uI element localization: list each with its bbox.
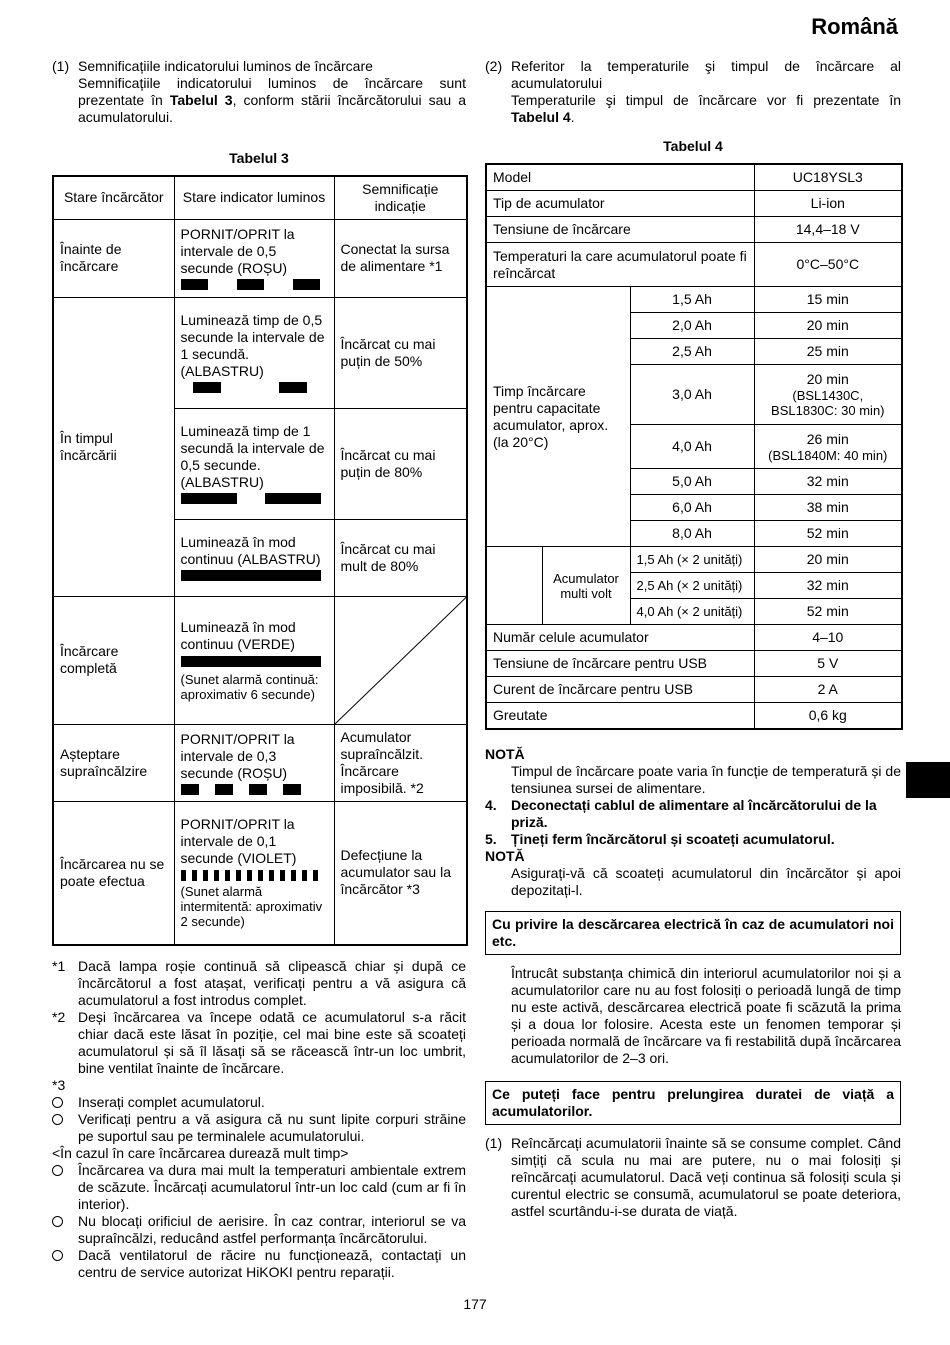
t4-cells-label: Număr celule acumulator <box>486 625 754 651</box>
table-3 <box>52 175 468 946</box>
t3-meaning-during-1: Încărcat cu mai puțin de 50% <box>334 297 467 408</box>
t4-model-value: UC18YSL3 <box>754 164 902 191</box>
t3-state-overheat: Așteptare supraîncălzire <box>53 724 174 801</box>
note-2-title: NOTĂ <box>485 848 525 864</box>
t4-multi-time: 52 min <box>754 599 902 625</box>
t4-time: 52 min <box>754 521 902 547</box>
t4-multi-time: 20 min <box>754 547 902 573</box>
check-item: Inserați complet acumulatorul. <box>52 1094 466 1111</box>
table-4 <box>485 163 903 730</box>
t4-temp-label: Temperaturi la care acumulatorul poate fi reîncărcat <box>486 243 754 287</box>
t3-meaning-overheat: Acumulator supraîncălzit. Încărcare imposibilă. *2 <box>334 724 467 801</box>
footnote-1: *1 Dacă lampa roșie continuă să clipească chiar și după ce încărcătorul a fost atașat, verificați pentru a vă asigura că acumulatorul a fost introdus complet. <box>52 958 466 1008</box>
t3-header-meaning: Semnificație indicație <box>334 176 467 219</box>
blink-pattern-blue-long <box>181 493 328 504</box>
t4-time: 25 min <box>754 339 902 365</box>
discharge-paragraph: Întrucât substanța chimică din interiorul acumulatorilor noi și a acumulatorilor care nu au fost folosiți o perioadă lungă de timp nu este activă, descărcarea electrică poate fi scăzută la prima și a doua lor folosire. Acesta este un fenomen temporar și perioada normală de încărcare va fi restabilită după încărcarea acumulatorilor de 2–3 ori. <box>511 965 901 1066</box>
t4-cap: 3,0 Ah <box>630 365 754 425</box>
t3-indicator-during-1: Luminează timp de 0,5 secunde la intervale de 1 secundă. (ALBASTRU) <box>174 297 334 408</box>
t4-cap: 1,5 Ah <box>630 287 754 313</box>
section-2 <box>485 58 901 126</box>
blink-pattern-red-fast <box>181 784 328 795</box>
t4-cap: 6,0 Ah <box>630 495 754 521</box>
circle-bullet-icon <box>52 1097 63 1108</box>
t3-header-state: Stare încărcător <box>53 176 174 219</box>
t4-usb-current-value: 2 A <box>754 677 902 703</box>
t3-indicator-during-2: Luminează timp de 1 secundă la intervale de 0,5 secunde. (ALBASTRU) <box>174 408 334 519</box>
circle-bullet-icon <box>52 1216 63 1227</box>
section-tab-marker <box>906 762 950 798</box>
table4-caption: Tabelul 4 <box>663 138 723 154</box>
circle-bullet-icon <box>52 1165 63 1176</box>
section-2-number: (2) <box>485 58 503 74</box>
right-column <box>485 58 901 1220</box>
t4-time: 20 min <box>754 313 902 339</box>
t4-voltage-label: Tensiune de încărcare <box>486 217 754 243</box>
t3-indicator-during-3: Luminează în mod continuu (ALBASTRU) <box>174 519 334 596</box>
blink-pattern-blue-short <box>181 382 328 393</box>
t4-time: 20 min (BSL1430C, BSL1830C: 30 min) <box>754 365 902 425</box>
t4-time: 32 min <box>754 469 902 495</box>
note-2 <box>485 848 901 899</box>
section-1-number: (1) <box>52 58 70 74</box>
t4-cap: 2,5 Ah <box>630 339 754 365</box>
t4-multi-cap: 2,5 Ah (× 2 unități) <box>630 573 754 599</box>
t3-meaning-complete-empty <box>334 596 467 724</box>
t3-meaning-fault: Defecțiune la acumulator sau la încărcător *3 <box>334 801 467 945</box>
note-1 <box>485 746 901 797</box>
t4-time: 15 min <box>754 287 902 313</box>
t4-cells-value: 4–10 <box>754 625 902 651</box>
check-item: Dacă ventilatorul de răcire nu funcționează, contactați un centru de service autorizat HiKOKI pentru reparații. <box>52 1247 466 1281</box>
section-2-title: Referitor la temperaturile şi timpul de încărcare al acumulatorului <box>511 58 901 91</box>
t4-temp-value: 0°C–50°C <box>754 243 902 287</box>
table3-caption: Tabelul 3 <box>229 150 289 166</box>
left-column <box>52 58 466 1281</box>
section-1-title: Semnificațiile indicatorului luminos de încărcare <box>78 58 373 74</box>
t4-multivolt-label: Acumulator multi volt <box>542 547 630 625</box>
long-charge-heading: <În cazul în care încărcarea durează mult timp> <box>52 1145 349 1161</box>
lifespan-item-1: (1) Reîncărcați acumulatorii înainte să se consume complet. Când simțiți că scula nu mai are putere, nu o mai folosiți și reîncărcați acumulatorul. Dacă veți continua să folosiți scula și curentul electric se consumă, acumulatorul se poate deteriora, astfel scurtându-i-se durata de viață. <box>485 1135 901 1219</box>
check-item: Încărcarea va dura mai mult la temperaturi ambientale extrem de scăzute. Încărcați acumulatorul într-un loc cald (cum ar fi în interior). <box>52 1162 466 1213</box>
light-pattern-blue-continuous <box>181 570 328 581</box>
t4-cap: 4,0 Ah <box>630 425 754 469</box>
t4-multi-cap: 4,0 Ah (× 2 unități) <box>630 599 754 625</box>
circle-bullet-icon <box>52 1114 63 1125</box>
t4-type-label: Tip de acumulator <box>486 191 754 217</box>
blink-pattern-red <box>181 279 328 290</box>
t4-type-value: Li-ion <box>754 191 902 217</box>
t4-cap: 8,0 Ah <box>630 521 754 547</box>
t4-usb-current-label: Curent de încărcare pentru USB <box>486 677 754 703</box>
language-heading: Română <box>811 14 898 39</box>
note-1-title: NOTĂ <box>485 746 525 762</box>
diagonal-line <box>335 597 467 724</box>
t4-cap: 5,0 Ah <box>630 469 754 495</box>
t3-header-indicator: Stare indicator luminos <box>174 176 334 219</box>
section-1 <box>52 58 466 126</box>
t3-indicator-before: PORNIT/OPRIT la intervale de 0,5 secunde (ROȘU) <box>174 219 334 297</box>
t3-meaning-before: Conectat la sursa de alimentare *1 <box>334 219 467 297</box>
t4-weight-value: 0,6 kg <box>754 703 902 730</box>
step-5: 5. Țineți ferm încărcătorul și scoateți acumulatorul. <box>485 831 835 847</box>
page-number: 177 <box>463 1296 487 1312</box>
section-2-text: Temperaturile şi timpul de încărcare vor fi prezentate în Tabelul 4. <box>511 92 901 125</box>
table3-footnotes <box>52 958 466 1281</box>
light-pattern-green-continuous <box>181 656 328 667</box>
t3-indicator-fault: PORNIT/OPRIT la intervale de 0,1 secunde (VIOLET) (Sunet alarmă intermitentă: aproximativ 2 secunde) <box>174 801 334 945</box>
t4-time-label-continued <box>486 547 542 625</box>
t4-weight-label: Greutate <box>486 703 754 730</box>
box-heading-lifespan: Ce puteți face pentru prelungirea duratei de viață a acumulatorilor. <box>485 1081 901 1125</box>
t4-time: 26 min (BSL1840M: 40 min) <box>754 425 902 469</box>
t3-meaning-during-3: Încărcat cu mai mult de 80% <box>334 519 467 596</box>
t4-voltage-value: 14,4–18 V <box>754 217 902 243</box>
check-item: Verificați pentru a vă asigura că nu sunt lipite corpuri străine pe suportul sau pe terminalele acumulatorului. <box>52 1111 466 1145</box>
note-2-text: Asigurați-vă că scoateți acumulatorul din încărcător și apoi depozitați-l. <box>511 865 901 898</box>
t3-state-before: Înainte de încărcare <box>53 219 174 297</box>
t3-state-during: În timpul încărcării <box>53 297 174 596</box>
check-item: Nu blocați orificiul de aerisire. În caz contrar, interiorul se va supraîncălzi, reducând astfel performanța încărcătorului. <box>52 1213 466 1247</box>
note-1-text: Timpul de încărcare poate varia în funcție de temperatură și de tensiunea sursei de alimentare. <box>511 763 901 796</box>
t4-time: 38 min <box>754 495 902 521</box>
section-1-text: Semnificațiile indicatorului luminos de încărcare sunt prezentate în Tabelul 3, conform stării încărcătorului sau a acumulatorului. <box>78 75 466 125</box>
footnote-3: *3 <box>52 1077 66 1093</box>
t3-state-fault: Încărcarea nu se poate efectua <box>53 801 174 945</box>
t4-model-label: Model <box>486 164 754 191</box>
t4-usb-voltage-value: 5 V <box>754 651 902 677</box>
t3-indicator-complete: Luminează în mod continuu (VERDE) (Sunet alarmă continuă: aproximativ 6 secunde) <box>174 596 334 724</box>
footnote-2: *2 Deși încărcarea va începe odată ce acumulatorul s-a răcit chiar dacă este lăsat în poziție, cel mai bine este să scoateți acumulatorul și să îl lăsați să se răcească într-un loc umbrit, bine ventilat înainte de încărcare. <box>52 1009 466 1076</box>
step-4: 4. Deconectați cablul de alimentare al încărcătorului de la priză. <box>485 797 877 830</box>
t4-multi-cap: 1,5 Ah (× 2 unități) <box>630 547 754 573</box>
t4-time-label: Timp încărcare pentru capacitate acumulator, aprox. (la 20°C) <box>486 287 630 547</box>
t4-cap: 2,0 Ah <box>630 313 754 339</box>
t4-multi-time: 32 min <box>754 573 902 599</box>
box-heading-discharge: Cu privire la descărcarea electrică în caz de acumulatori noi etc. <box>485 911 901 955</box>
t3-state-complete: Încărcare completă <box>53 596 174 724</box>
t3-indicator-overheat: PORNIT/OPRIT la intervale de 0,3 secunde (ROȘU) <box>174 724 334 801</box>
t4-usb-voltage-label: Tensiune de încărcare pentru USB <box>486 651 754 677</box>
blink-pattern-violet-rapid <box>181 870 328 881</box>
t3-meaning-during-2: Încărcat cu mai puțin de 80% <box>334 408 467 519</box>
circle-bullet-icon <box>52 1250 63 1261</box>
